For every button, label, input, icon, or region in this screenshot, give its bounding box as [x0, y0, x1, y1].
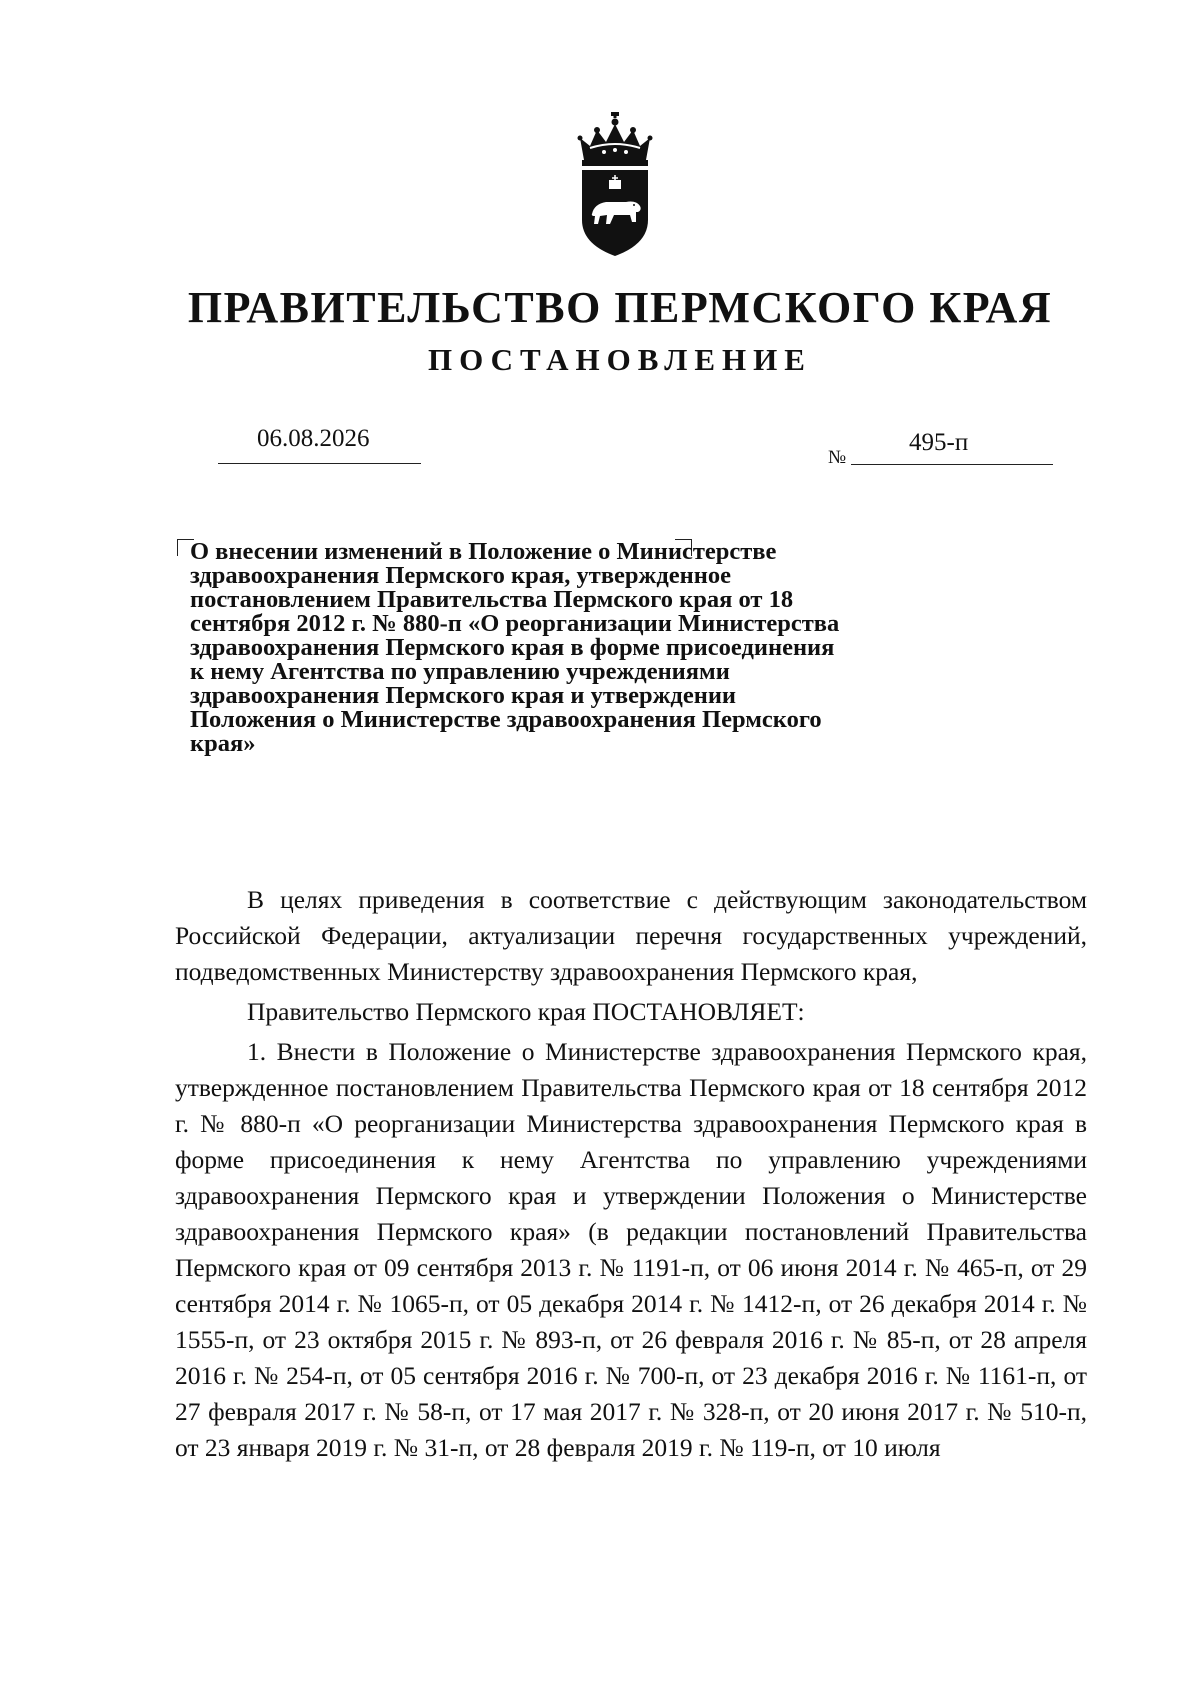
resolves-paragraph: Правительство Пермского края ПОСТАНОВЛЯЕТ:	[247, 997, 805, 1026]
document-subject: О внесении изменений в Положение о Министерстве здравоохранения Пермского края, утвержденное постановлением Правительства Пермского края от 18 сентября 2012 г. № 880-п «О реорганизации Министерства здравоохранения Пермского края в форме присоединения к нему Агентства по управлению учреждениями здравоохранения Пермского края и утверждении Положения о Министерстве здравоохранения Пермского края»	[190, 538, 840, 757]
document-date: 06.08.2026	[257, 425, 370, 452]
number-sign: №	[828, 447, 847, 468]
government-title: ПРАВИТЕЛЬСТВО ПЕРМСКОГО КРАЯ	[187, 283, 1053, 332]
date-underline	[218, 463, 421, 464]
coat-of-arms-icon	[570, 112, 660, 262]
document-type: ПОСТАНОВЛЕНИЕ	[428, 342, 812, 377]
document-body	[175, 882, 1087, 1470]
preamble-paragraph: В целях приведения в соответствие с действующим законодательством Российской Федерации, актуализации перечня государственных учреждений, подведомственных Министерству здравоохранения Пермского края,	[175, 885, 1087, 986]
item-1-paragraph: 1. Внести в Положение о Министерстве здравоохранения Пермского края, утвержденное постановлением Правительства Пермского края от 18 сентября 2012 г. № 880-п «О реорганизации Министерства здравоохранения Пермского края в форме присоединения к нему Агентства по управлению учреждениями здравоохранения Пермского края и утверждении Положения о Министерстве здравоохранения Пермского края» (в редакции постановлений Правительства Пермского края от 09 сентября 2013 г. № 1191-п, от 06 июня 2014 г. № 465-п, от 29 сентября 2014 г. № 1065-п, от 05 декабря 2014 г. № 1412-п, от 26 декабря 2014 г. № 1555-п, от 23 октября 2015 г. № 893-п, от 26 февраля 2016 г. № 85-п, от 28 апреля 2016 г. № 254-п, от 05 сентября 2016 г. № 700-п, от 23 декабря 2016 г. № 1161-п, от 27 февраля 2017 г. № 58-п, от 17 мая 2017 г. № 328-п, от 20 июня 2017 г. № 510-п, от 23 января 2019 г. № 31-п, от 28 февраля 2019 г. № 119-п, от 10 июля	[175, 1037, 1087, 1462]
number-underline	[851, 464, 1053, 465]
document-number: 495-п	[909, 429, 969, 456]
